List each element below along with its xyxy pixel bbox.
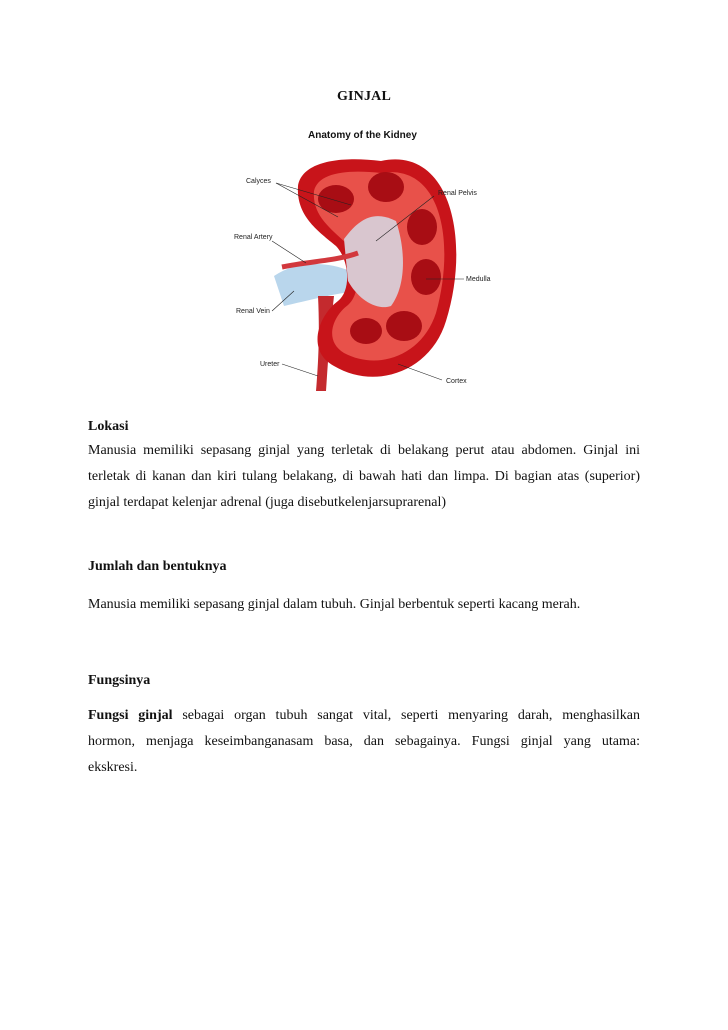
paragraph-jumlah: Manusia memiliki sepasang ginjal dalam tubuh. Ginjal berbentuk seperti kacang merah.: [88, 597, 581, 612]
line-rest: sebagai organ tubuh sangat vital, seperti menyaring darah, menghasilkan: [182, 708, 640, 723]
paragraph-line: hormon, menjaga keseimbanganasam basa, dan sebagainya. Fungsi ginjal yang utama:: [88, 734, 640, 749]
paragraph-line: ginjal terdapat kelenjar adrenal (juga disebutkelenjarsuprarenal): [88, 495, 446, 510]
figure-title: Anatomy of the Kidney: [308, 130, 417, 141]
paragraph-line: terletak di kanan dan kiri tulang belakang, di bawah hati dan limpa. Di bagian atas (superior): [88, 469, 640, 484]
paragraph-line: [88, 703, 640, 729]
heading-jumlah: Jumlah dan bentuknya: [88, 559, 227, 574]
paragraph-lokasi: [88, 438, 640, 516]
label-cortex: Cortex: [446, 378, 467, 385]
label-calyces: Calyces: [246, 178, 271, 185]
paragraph-line: Manusia memiliki sepasang ginjal yang terletak di belakang perut atau abdomen. Ginjal ini: [88, 443, 640, 458]
heading-lokasi: Lokasi: [88, 419, 129, 434]
page-title: GINJAL: [336, 89, 392, 104]
label-renal-artery: Renal Artery: [234, 234, 273, 241]
label-renal-vein: Renal Vein: [236, 308, 270, 315]
label-ureter: Ureter: [260, 361, 280, 368]
paragraph-line: ekskresi.: [88, 760, 138, 775]
paragraph-fungsi: [88, 703, 640, 781]
heading-fungsi: Fungsinya: [88, 673, 151, 688]
kidney-illustration: [226, 121, 504, 401]
bold-lead: Fungsi ginjal: [88, 708, 173, 723]
kidney-anatomy-figure: [226, 121, 504, 401]
label-renal-pelvis: Renal Pelvis: [438, 190, 477, 197]
label-medulla: Medulla: [466, 276, 491, 283]
